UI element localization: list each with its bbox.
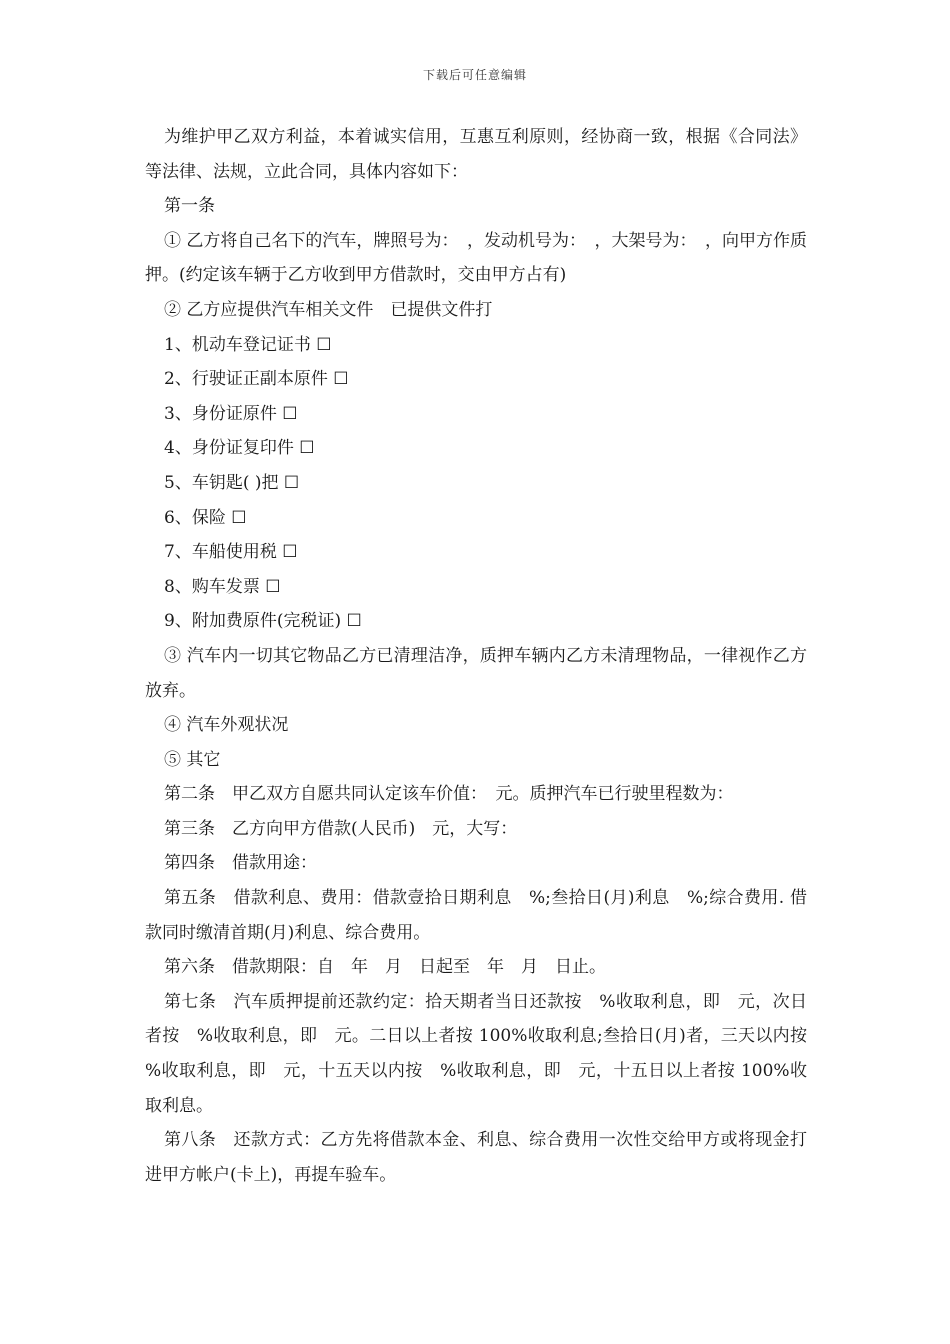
article-4: 第四条 借款用途：	[164, 853, 317, 874]
checklist-item: 4、身份证复印件 ☐	[164, 438, 315, 459]
checklist-item: 3、身份证原件 ☐	[164, 403, 298, 424]
clause-4-appearance: ④ 汽车外观状况	[164, 715, 289, 736]
checklist-item: 2、行驶证正副本原件 ☐	[164, 369, 349, 390]
article-3: 第三条 乙方向甲方借款(人民币) 元，大写：	[164, 818, 518, 839]
checklist-item: 8、购车发票 ☐	[164, 576, 281, 597]
clause-2-documents: ② 乙方应提供汽车相关文件 已提供文件打	[164, 299, 493, 320]
article-1-heading: 第一条	[164, 196, 215, 217]
intro-paragraph: 为维护甲乙双方利益，本着诚实信用，互惠互利原则，经协商一致，根据《合同法》等法律、法规，立此合同，具体内容如下：	[145, 127, 807, 182]
checklist-item: 7、车船使用税 ☐	[164, 542, 298, 563]
article-5: 第五条 借款利息、费用：借款壹拾日期利息 %;叁拾日(月)利息 %;综合费用. 借款同时缴清首期(月)利息、综合费用。	[145, 888, 807, 943]
checklist-item: 5、车钥匙( )把 ☐	[164, 472, 300, 493]
clause-5-other: ⑤ 其它	[164, 749, 221, 770]
clause-3-belongings: ③ 汽车内一切其它物品乙方已清理洁净，质押车辆内乙方未清理物品，一律视作乙方放弃。	[145, 645, 807, 701]
checklist-item: 9、附加费原件(完税证) ☐	[164, 611, 362, 632]
clause-1-vehicle: ① 乙方将自己名下的汽车，牌照号为： ，发动机号为： ，大架号为： ，向甲方作质押。(约定该车辆于乙方收到甲方借款时，交由甲方占有)	[145, 230, 807, 286]
article-8: 第八条 还款方式：乙方先将借款本金、利息、综合费用一次性交给甲方或将现金打进甲方帐户(卡上)，再提车验车。	[145, 1130, 807, 1185]
article-2: 第二条 甲乙双方自愿共同认定该车价值： 元。质押汽车已行驶里程数为：	[164, 784, 734, 805]
checklist-item: 6、保险 ☐	[164, 507, 247, 528]
article-7: 第七条 汽车质押提前还款约定：拾天期者当日还款按 %收取利息，即 元，次日者按 %收取利息，即 元。二日以上者按 100%收取利息;叁拾日(月)者，三天以内按 %收取利息，即 元，十五天以内按 %收取利息，即 元，十五日以上者按 100%收取利息。	[145, 991, 824, 1116]
contract-body	[145, 120, 824, 1192]
article-6: 第六条 借款期限：自 年 月 日起至 年 月 日止。	[164, 957, 606, 978]
page-header: 下载后可任意编辑	[422, 68, 527, 82]
checklist-item: 1、机动车登记证书 ☐	[164, 334, 332, 355]
